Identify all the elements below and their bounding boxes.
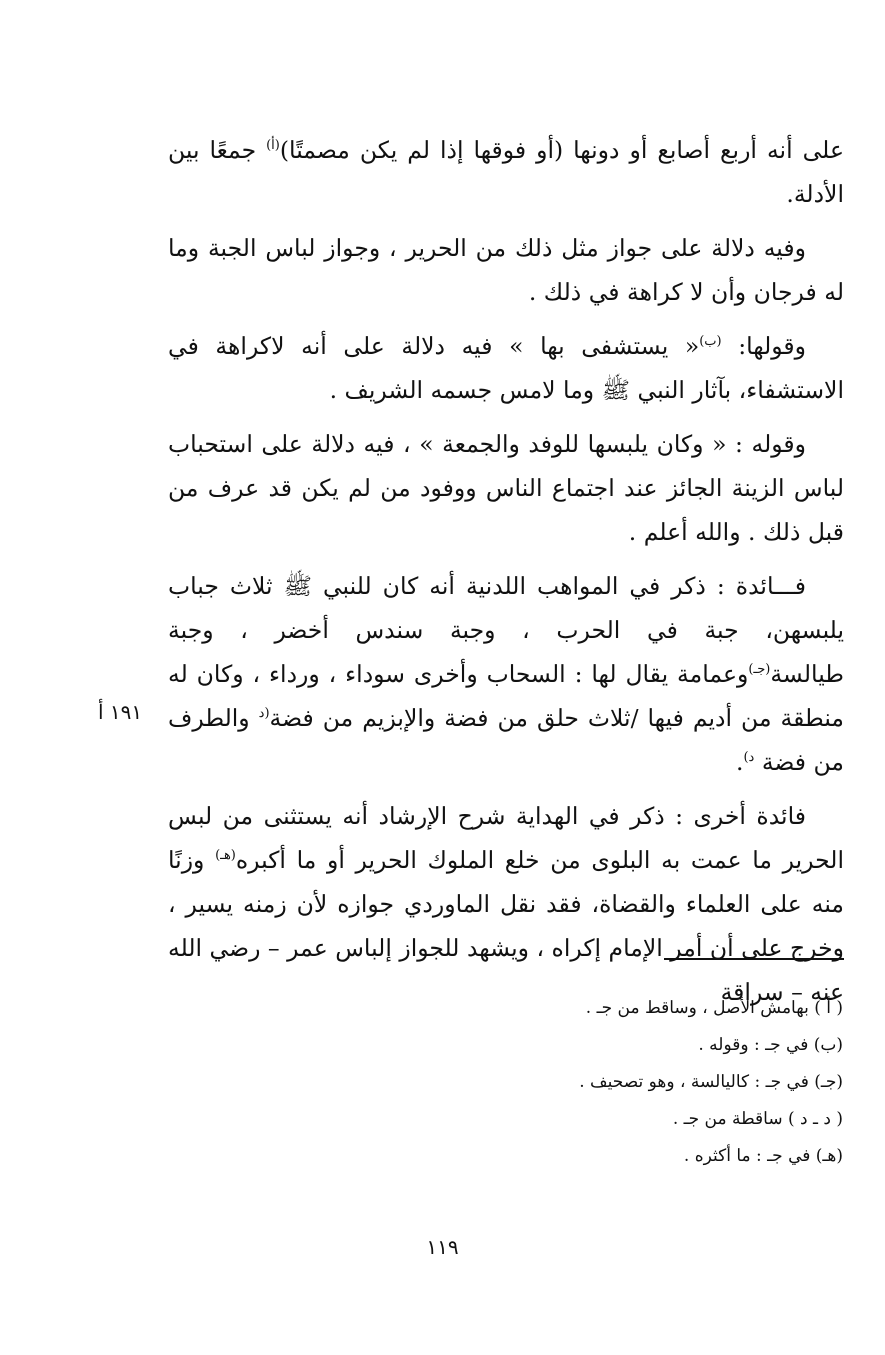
footnote-item: ( أ ) بهامش الأصل ، وساقط من جـ . — [585, 998, 843, 1018]
footnote-item: (هـ) في جـ : ما أكثره . — [683, 1146, 843, 1166]
paragraph-text: فـــائدة : ذكر في المواهب اللدنية أنه كان للنبي ﷺ ثلاث جباب يلبسهن، جبة في الحرب ، وجبة سندس أخضر ، وجبة طيالسة — [168, 572, 844, 688]
paragraph-text: . — [736, 748, 744, 776]
footnote-marker: (ب) — [699, 334, 722, 350]
paragraph-text: وقولها: — [721, 332, 806, 360]
paragraph-text: على أنه أربع أصابع أو دونها (أو فوقها إذا لم يكن مصمتًا) — [279, 136, 844, 164]
paragraph-text: وقوله : « وكان يلبسها للوفد والجمعة » ، فيه دلالة على استحباب لباس الزينة الجائز عند اجتماع الناس ووفود من لم يكن قد عرف من قبل ذلك . والله أعلم . — [168, 430, 844, 546]
page-number: ١١٩ — [426, 1235, 459, 1259]
paragraph-text: وعمامة يقال لها : السحاب وأخرى سوداء ، ورداء ، وكان له منطقة من أديم فيها /ثلاث حلق من فضة والإبزيم من فضة — [168, 660, 844, 732]
paragraph — [168, 226, 844, 314]
paragraph — [168, 324, 844, 412]
paragraph-text: فائدة أخرى : ذكر في الهداية شرح الإرشاد أنه يستثنى من لبس الحرير ما عمت به البلوى من خلع الملوك الحرير أو ما أكبره — [168, 802, 844, 874]
paragraph-text: والطرف من فضة — [168, 704, 844, 776]
paragraph-text: وفيه دلالة على جواز مثل ذلك من الحرير ، وجواز لباس الجبة وما له فرجان وأن لا كراهة في ذلك . — [168, 234, 844, 306]
paragraph-text: جمعًا بين الأدلة. — [168, 136, 844, 208]
footnote-divider — [664, 958, 844, 960]
footnote-marker: (هـ) — [215, 848, 236, 864]
footnote-item: ( د ـ د ) ساقطة من جـ . — [672, 1109, 843, 1129]
footnote-item: (جـ) في جـ : كاليالسة ، وهو تصحيف . — [579, 1072, 843, 1092]
paragraph — [168, 422, 844, 554]
paragraph — [168, 794, 844, 1014]
footnote-marker: (جـ) — [748, 662, 771, 678]
main-text — [168, 128, 844, 1024]
paragraph-text: وزنًا منه على العلماء والقضاة، فقد نقل الماوردي جوازه لأن زمنه يسير ، وخرج على أن أمر الإمام إكراه ، ويشهد للجواز إلباس عمر – رضي الله عنه – سراقة — [168, 846, 844, 1006]
paragraph — [168, 564, 844, 784]
paragraph-text: « يستشفى بها » فيه دلالة على أنه لاكراهة في الاستشفاء، بآثار النبي ﷺ وما لامس جسمه الشريف . — [168, 332, 844, 404]
footnote-marker: د) — [743, 750, 755, 766]
footnote-marker: (أ) — [266, 138, 280, 154]
footnote-marker: (د — [258, 706, 270, 722]
footnotes — [443, 990, 843, 1175]
footnote-item: (ب) في جـ : وقوله . — [698, 1035, 843, 1055]
paragraph — [168, 128, 844, 216]
manuscript-folio-marker: ١٩١ أ — [98, 700, 143, 724]
